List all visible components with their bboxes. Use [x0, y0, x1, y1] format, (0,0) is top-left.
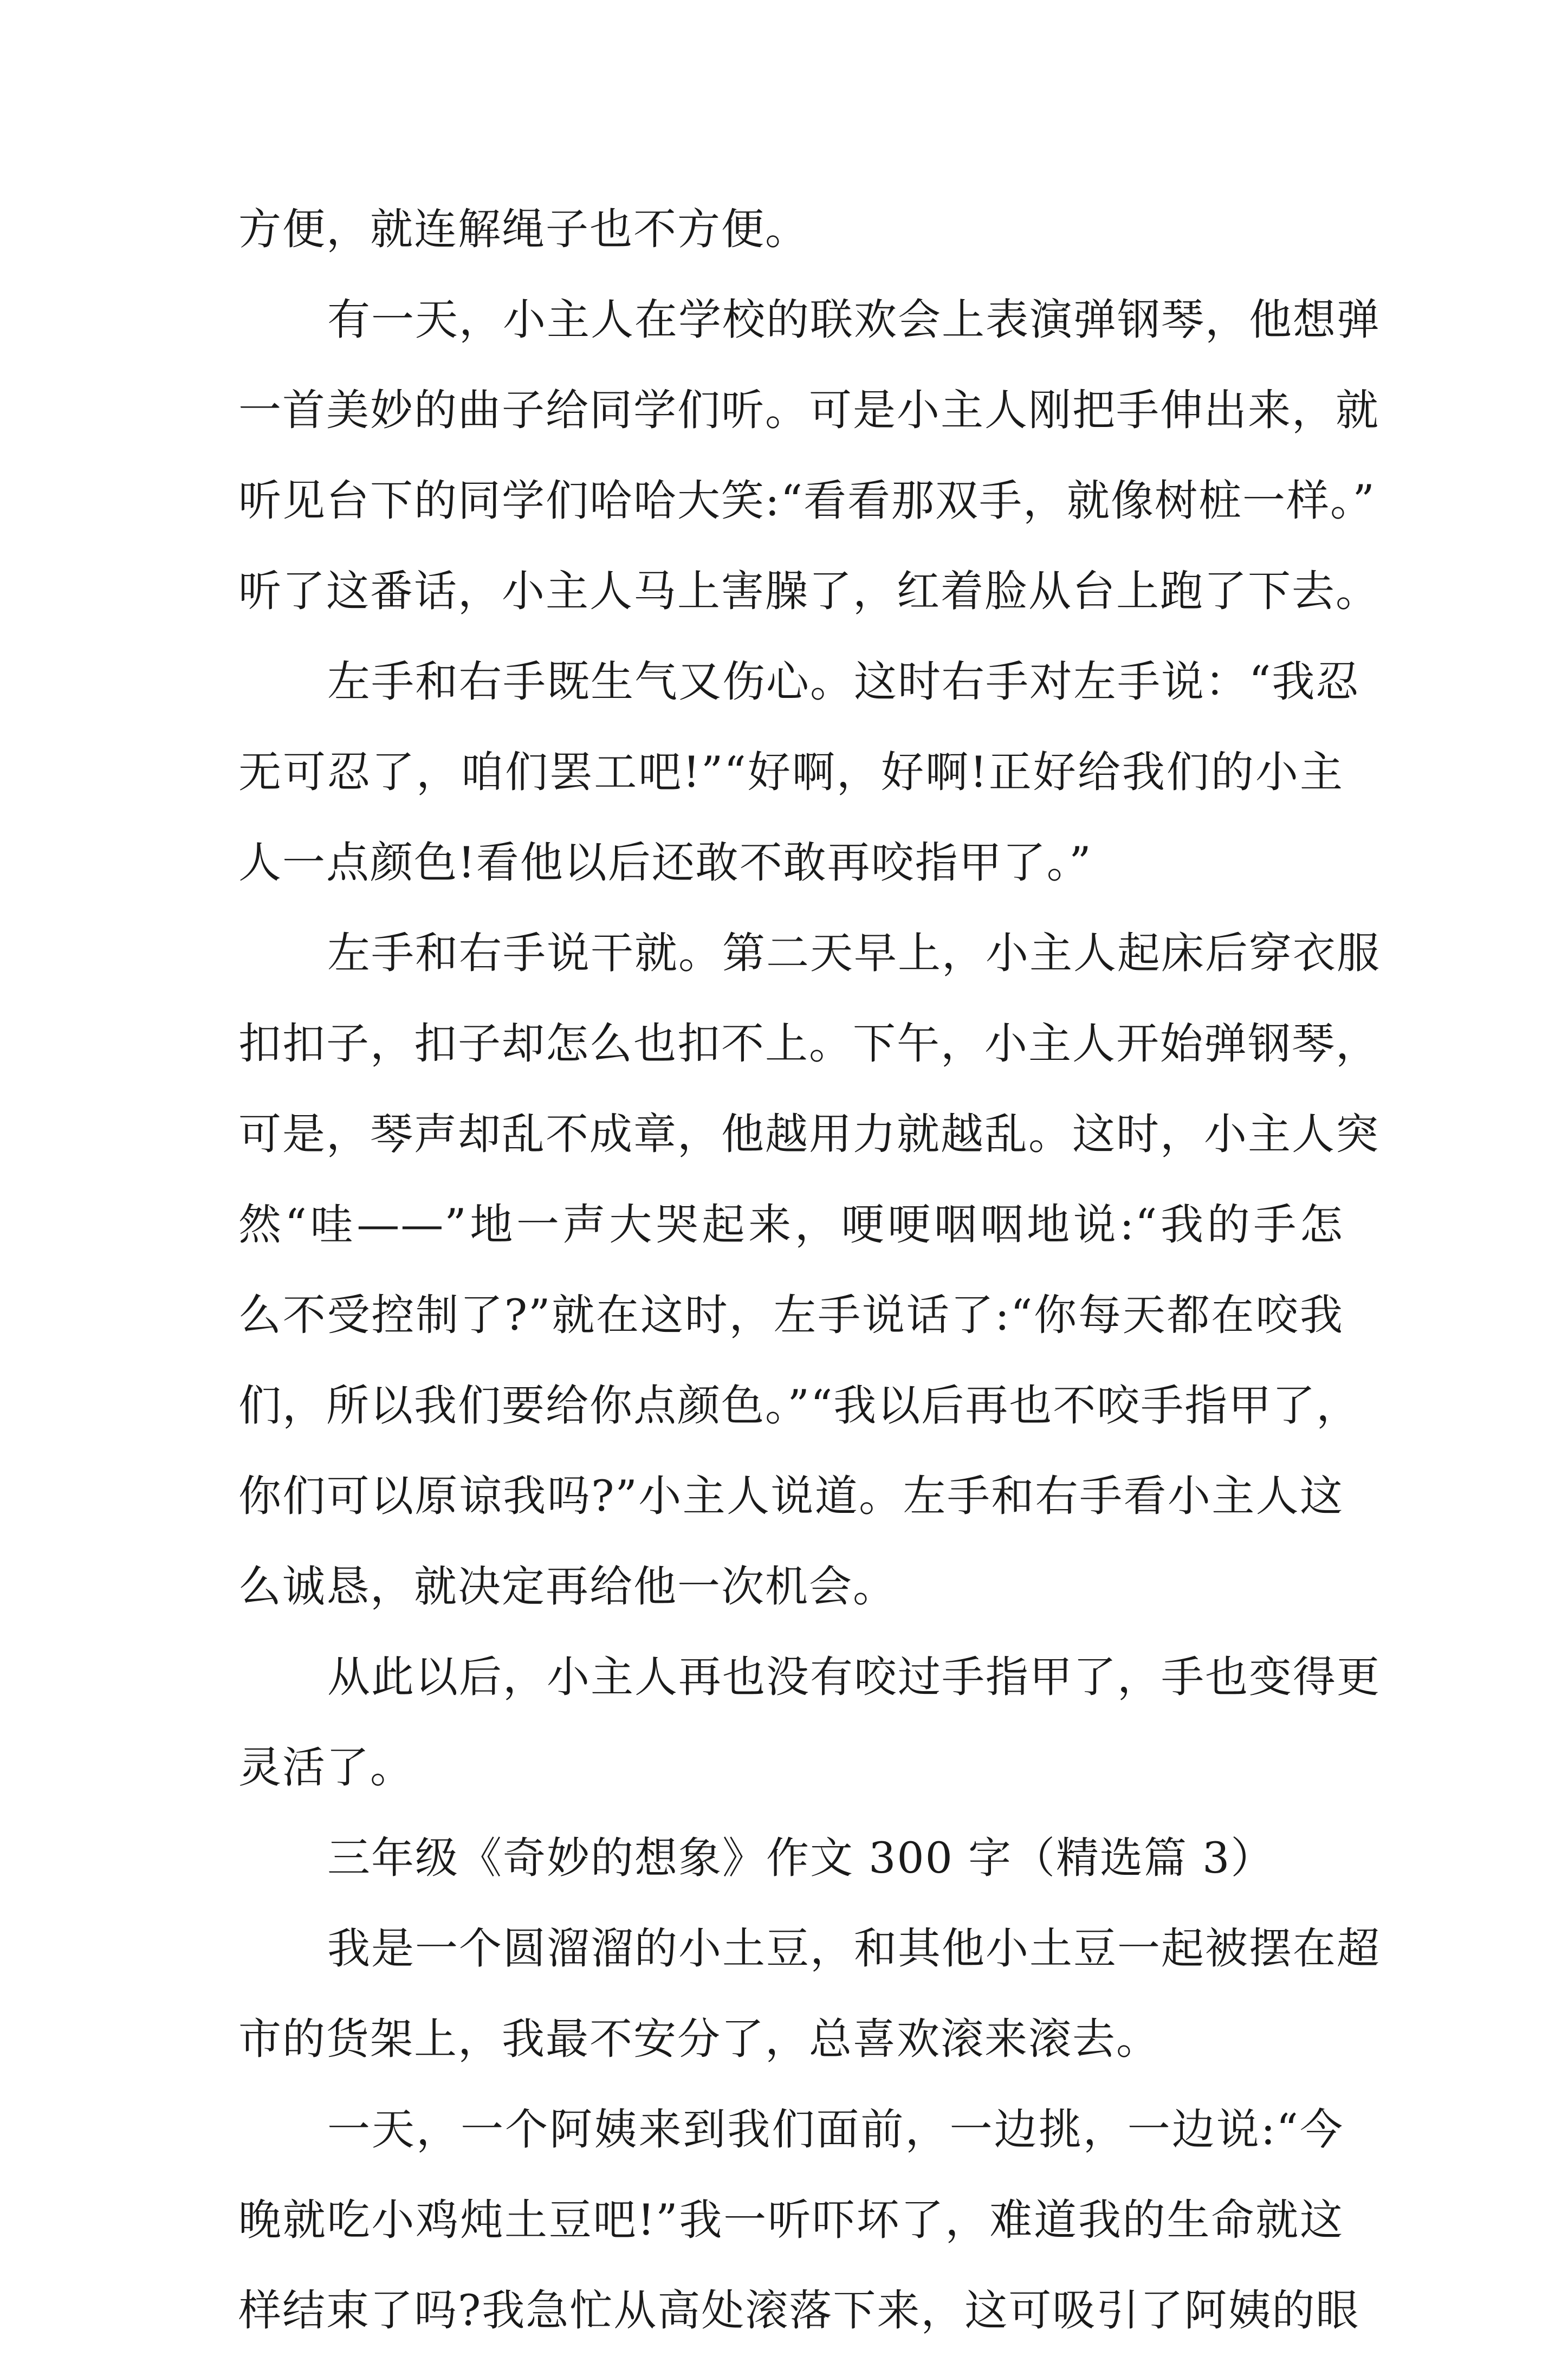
text-line: 听了这番话，小主人马上害臊了，红着脸从台上跑了下去。 [238, 566, 1379, 616]
text-line: 从此以后，小主人再也没有咬过手指甲了，手也变得更 [327, 1652, 1381, 1702]
text-line: 们，所以我们要给你点颜色。”“我以后再也不咬手指甲了， [238, 1381, 1360, 1431]
text-line: 左手和右手既生气又伤心。这时右手对左手说：“我忍 [327, 657, 1360, 707]
text-line: 晚就吃小鸡炖土豆吧!”我一听吓坏了，难道我的生命就这 [238, 2195, 1344, 2245]
text-line: 听见台下的同学们哈哈大笑:“看看那双手，就像树桩一样。” [238, 476, 1376, 526]
text-line: 然“哇——”地一声大哭起来，哽哽咽咽地说:“我的手怎 [238, 1200, 1344, 1250]
text-line: 一首美妙的曲子给同学们听。可是小主人刚把手伸出来，就 [238, 385, 1379, 435]
text-line: 无可忍了，咱们罢工吧!”“好啊，好啊!正好给我们的小主 [238, 747, 1344, 797]
text-line: 灵活了。 [238, 1743, 414, 1792]
text-line: 你们可以原谅我吗?”小主人说道。左手和右手看小主人这 [238, 1471, 1344, 1521]
text-line: 有一天，小主人在学校的联欢会上表演弹钢琴，他想弹 [327, 295, 1381, 345]
body-text [238, 184, 1381, 2356]
text-line: 一天，一个阿姨来到我们面前，一边挑，一边说:“今 [327, 2105, 1344, 2154]
text-line: 么诚恳，就决定再给他一次机会。 [238, 1562, 897, 1611]
text-line: 左手和右手说干就。第二天早上，小主人起床后穿衣服 [327, 928, 1381, 978]
text-line: 样结束了吗?我急忙从高处滚落下来，这可吸引了阿姨的眼 [238, 2286, 1360, 2335]
text-line: 可是，琴声却乱不成章，他越用力就越乱。这时，小主人突 [238, 1109, 1379, 1159]
text-line: 么不受控制了?”就在这时，左手说话了:“你每天都在咬我 [238, 1290, 1344, 1340]
text-line: 人一点颜色!看他以后还敢不敢再咬指甲了。” [238, 838, 1092, 888]
text-line: 方便，就连解绳子也不方便。 [238, 204, 809, 254]
text-line: 三年级《奇妙的想象》作文 300 字（精选篇 3） [327, 1833, 1275, 1883]
text-line: 市的货架上，我最不安分了，总喜欢滚来滚去。 [238, 2014, 1160, 2064]
text-line: 我是一个圆溜溜的小土豆，和其他小土豆一起被摆在超 [327, 1924, 1381, 1973]
text-line: 扣扣子，扣子却怎么也扣不上。下午，小主人开始弹钢琴， [238, 1019, 1379, 1069]
